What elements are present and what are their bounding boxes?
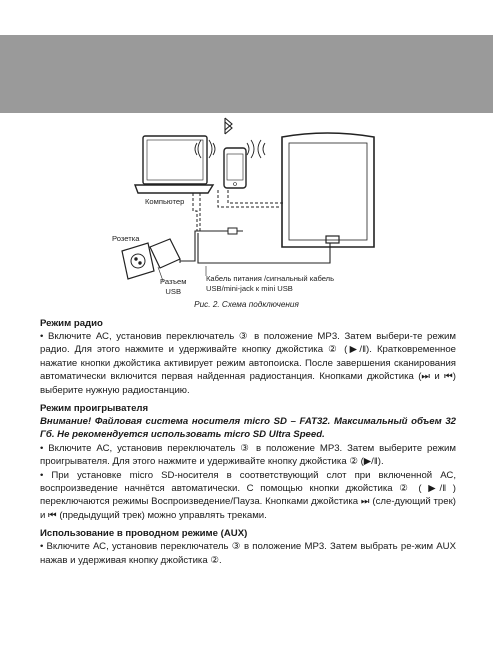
instructions-body	[40, 317, 456, 567]
player-paragraph-1: • Включите АС, установив переключатель ③ в положение MP3. Затем выберите режим проигрывателя. Для этого нажмите и удерживайте кнопку джойстика ② (▶/‖).	[40, 442, 456, 468]
figure-caption: Рис. 2. Схема подключения	[194, 300, 299, 309]
header-band	[0, 35, 493, 113]
laptop-screen-icon	[143, 136, 207, 184]
speaker-icon	[282, 133, 374, 247]
connection-diagram	[0, 113, 493, 318]
aux-paragraph: • Включите АС, установив переключатель ③ в положение MP3. Затем выбрать ре-жим AUX нажав и удерживая кнопку джойстика ②.	[40, 541, 456, 566]
label-outlet: Розетка	[112, 234, 140, 243]
aux-heading: Использование в проводном режиме (AUX)	[40, 528, 248, 540]
radio-heading: Режим радио	[40, 318, 103, 329]
label-usb-port: Разъем USB	[160, 277, 187, 296]
player-warning: Внимание! Файловая система носителя micro SD – FAT32. Максимальный объем 32 Гб. Не рекомендуется использовать micro SD Ultra Speed.	[40, 416, 456, 441]
usb-adapter-icon	[150, 239, 180, 268]
laptop-base-icon	[135, 185, 213, 193]
bluetooth-icon	[225, 118, 232, 134]
outlet-icon	[122, 243, 154, 279]
label-computer: Компьютер	[145, 197, 185, 206]
player-paragraph-2: • При установке micro SD-носителя в соответствующий слот при включенной АС, воспроизведение начнётся автоматически. С помощью кнопки джойстика ② ( ▶/‖ ) переключаются режимы Воспроизведение/Пауза. Кнопками джойстика ⏭ (сле-дующий трек) и ⏮ (предыдущий трек) можно управлять треками.	[40, 469, 456, 521]
radio-paragraph: • Включите АС, установив переключатель ③ в положение MP3. Затем выбери-те режим радио. Для этого нажмите и удерживайте кнопку джойстика ② (▶/‖). Кратковременное нажатие кнопки джойстика активирует режим автопоиска. После завершения сканирования автоматически включится первая найденная радиостанция. Кнопками джойстика (⏭ и ⏮) выберите нужную радиостанцию.	[40, 331, 456, 396]
label-cable: Кабель питания /сигнальный кабель USB/mini-jack к mini USB	[206, 274, 335, 293]
player-heading: Режим проигрывателя	[40, 403, 149, 415]
